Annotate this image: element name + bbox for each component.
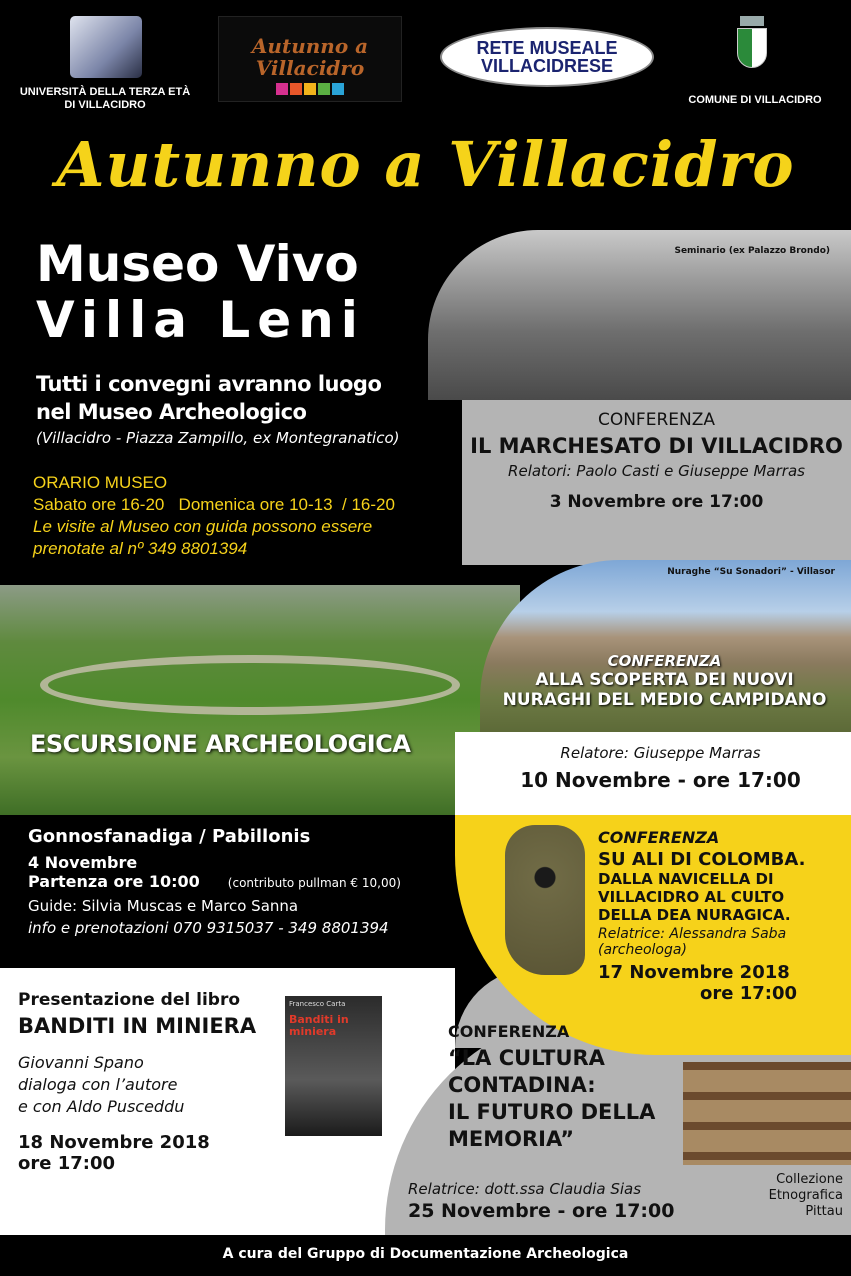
logo-autunno (218, 16, 402, 102)
coat-of-arms-icon (730, 16, 774, 82)
event4-date: 25 Novembre - ore 17:00 (408, 1200, 675, 1222)
excursion-fee: (contributo pullman € 10,00) (227, 876, 401, 890)
event3-subtitle-line3: DELLA DEA NURAGICA. (598, 906, 791, 924)
excursion-info: info e prenotazioni 070 9315037 - 349 8801394 (28, 919, 389, 937)
event4-photo-caption-line3: Pittau (805, 1204, 843, 1219)
excursion-guides: Guide: Silvia Muscas e Marco Sanna (28, 897, 299, 915)
venue-line2: nel Museo Archeologico (36, 400, 307, 424)
event4-title-line4: MEMORIA” (448, 1127, 575, 1151)
event4-title-line2: CONTADINA: (448, 1073, 596, 1097)
book-cover-author: Francesco Carta (289, 1000, 346, 1008)
event3-date-line2: ore 17:00 (700, 983, 798, 1004)
guide-line1: Le visite al Museo con guida possono essere (33, 517, 373, 536)
navicella-photo (505, 825, 585, 975)
event1-date: 3 Novembre ore 17:00 (549, 492, 764, 512)
event3-speaker-line1: Relatrice: Alessandra Saba (598, 926, 787, 942)
event4-type: CONFERENZA (448, 1022, 570, 1041)
logo-autunno-text: Autunno a Villacidro (251, 34, 369, 80)
excursion-date: 4 Novembre (28, 853, 138, 872)
hours-label: ORARIO MUSEO (33, 473, 168, 492)
event2-speaker: Relatore: Giuseppe Marras (560, 744, 761, 762)
event3-speaker-line2: (archeologa) (598, 942, 687, 958)
logo-comune-caption: COMUNE DI VILLACIDRO (688, 94, 822, 106)
event2-date: 10 Novembre - ore 17:00 (520, 768, 801, 792)
poster-title: Autunno a Villacidro (56, 128, 795, 201)
logo-autunno-icons (219, 83, 401, 95)
logo-rete-text: RETE MUSEALE VILLACIDRESE (476, 38, 618, 76)
book-desc-line2: dialoga con l’autore (18, 1075, 178, 1094)
event4-title-line1: “LA CULTURA (448, 1046, 605, 1070)
book-label: Presentazione del libro (18, 990, 241, 1010)
event3-title: SU ALI DI COLOMBA. (598, 849, 806, 870)
event4-photo-caption-line1: Collezione (776, 1172, 843, 1187)
logo-universita-caption: UNIVERSITÀ DELLA TERZA ETÀ DI VILLACIDRO (19, 86, 191, 111)
book-title: BANDITI IN MINIERA (18, 1014, 257, 1038)
venue-line1: Tutti i convegni avranno luogo (36, 372, 382, 396)
event1-type: CONFERENZA (597, 410, 716, 430)
book-cover-title: Banditi in miniera (289, 1013, 349, 1038)
book-desc-line3: e con Aldo Pusceddu (18, 1097, 185, 1116)
event4-photo-caption-line2: Etnografica (768, 1188, 843, 1203)
guide-line2: prenotate al nº 349 8801394 (33, 539, 248, 558)
excursion-photo (0, 585, 520, 815)
excursion-banner: ESCURSIONE ARCHEOLOGICA (30, 730, 411, 758)
collezione-photo (683, 1062, 851, 1165)
museum-address: (Villacidro - Piazza Zampillo, ex Montegranatico) (36, 429, 400, 447)
logo-universita (70, 16, 142, 78)
event4-speaker: Relatrice: dott.ssa Claudia Sias (408, 1180, 642, 1198)
book-desc-line1: Giovanni Spano (18, 1053, 144, 1072)
museum-name-line1: Museo Vivo (36, 235, 359, 293)
logo-rete-museale (440, 27, 654, 87)
event2-title-line2: NURAGHI DEL MEDIO CAMPIDANO (502, 690, 827, 710)
excursion-places: Gonnosfanadiga / Pabillonis (28, 826, 311, 847)
event3-subtitle-line1: DALLA NAVICELLA DI (598, 870, 774, 888)
event4-title-line3: IL FUTURO DELLA (448, 1100, 656, 1124)
event3-subtitle-line2: VILLACIDRO AL CULTO (598, 888, 785, 906)
book-date-line1: 18 Novembre 2018 (18, 1132, 210, 1153)
event3-type: CONFERENZA (598, 828, 720, 847)
footer-credit: A cura del Gruppo di Documentazione Archeologica (222, 1246, 629, 1262)
event3-date-line1: 17 Novembre 2018 (598, 962, 790, 983)
book-date-line2: ore 17:00 (18, 1153, 116, 1174)
event2-title-line1: ALLA SCOPERTA DEI NUOVI (535, 670, 794, 690)
excursion-departure: Partenza ore 10:00 (28, 872, 200, 891)
event1-title: IL MARCHESATO DI VILLACIDRO (470, 434, 843, 458)
event2-photo-caption: Nuraghe “Su Sonadori” - Villasor (667, 567, 835, 577)
event1-photo-caption: Seminario (ex Palazzo Brondo) (674, 246, 830, 256)
museum-name-line2: Villa Leni (36, 291, 365, 349)
hours: Sabato ore 16-20 Domenica ore 10-13 / 16-20 (33, 495, 395, 514)
book-cover (285, 996, 382, 1136)
event1-speakers: Relatori: Paolo Casti e Giuseppe Marras (508, 462, 805, 480)
event2-type: CONFERENZA (607, 652, 722, 670)
